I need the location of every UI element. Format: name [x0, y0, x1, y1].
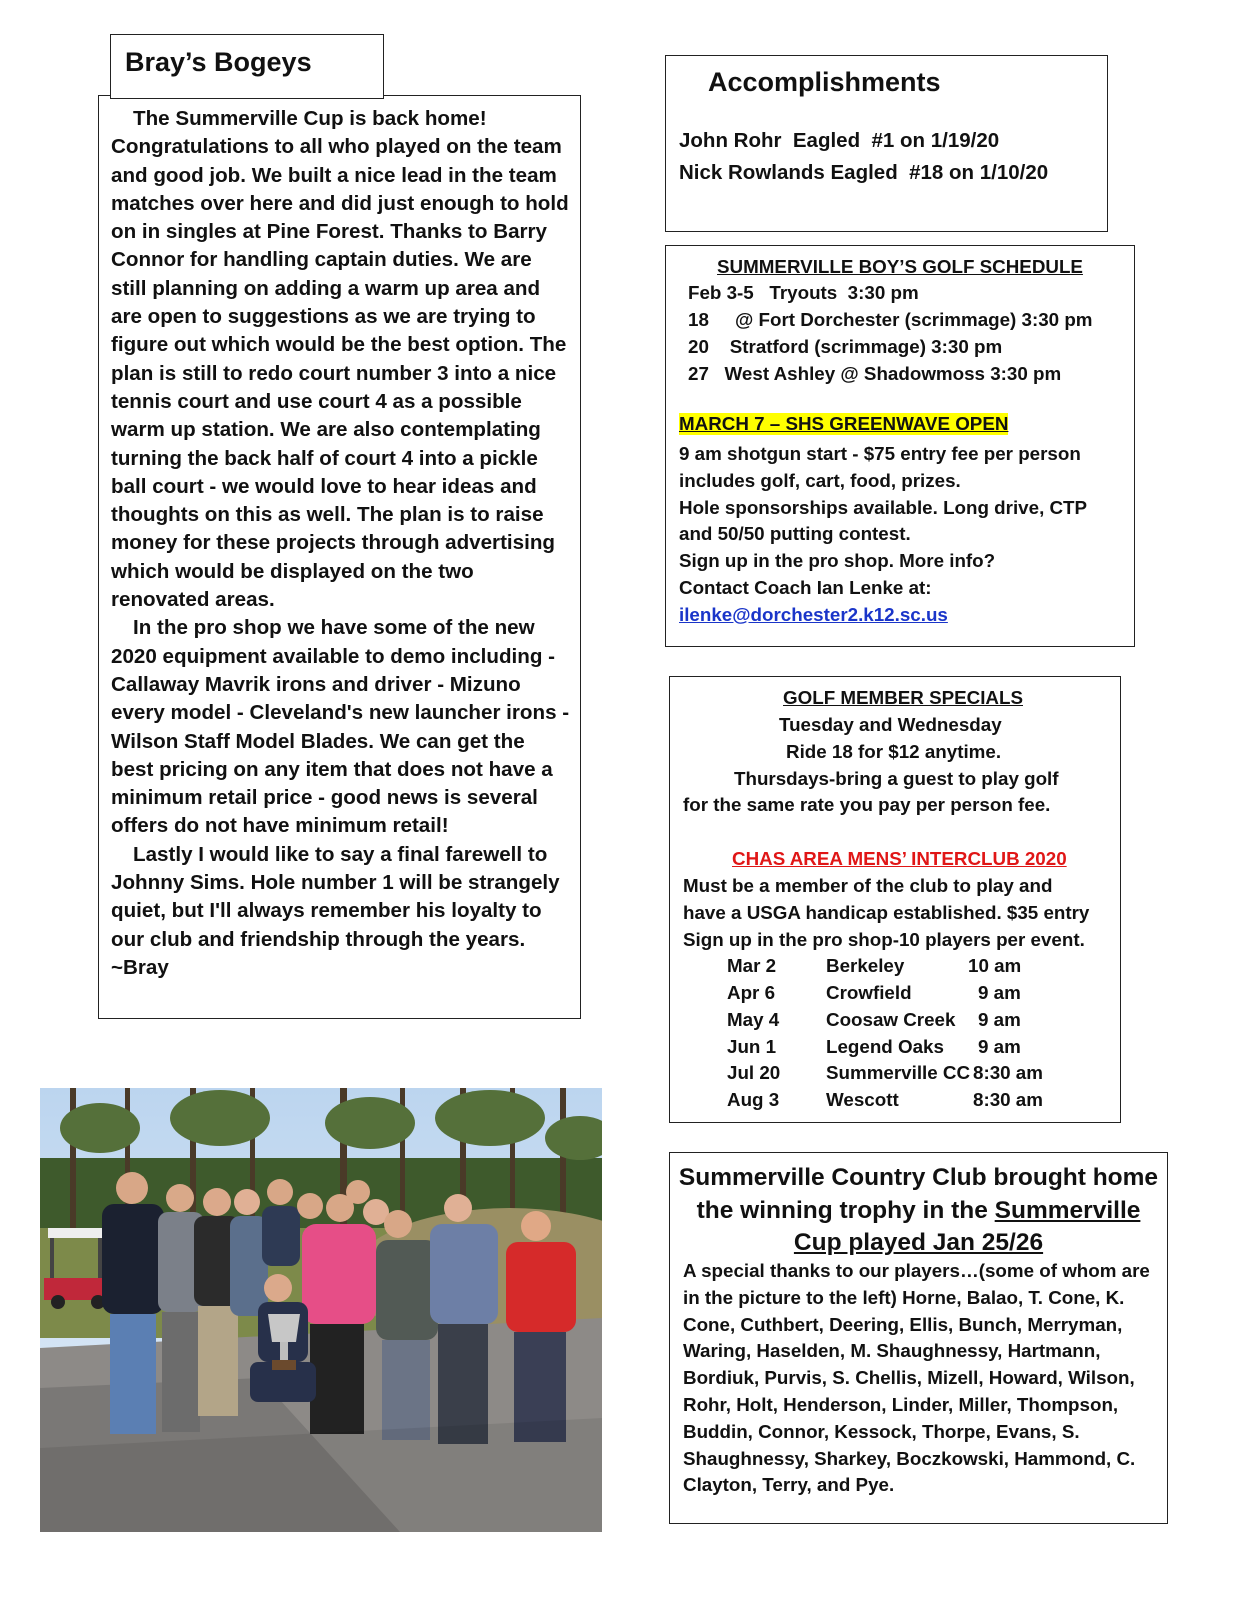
- accomplishment-item: Nick Rowlands Eagled #18 on 1/10/20: [679, 161, 1049, 184]
- greenwave-open-details: [679, 441, 1129, 629]
- event-time: 9 am: [978, 982, 1021, 1003]
- open-line: Sign up in the pro shop. More info?: [679, 550, 996, 572]
- bogeys-title-box: [110, 34, 384, 99]
- event-time: 8:30 am: [973, 1062, 1043, 1083]
- cup-headline-line-1: Summerville Country Club brought home: [678, 1164, 1159, 1191]
- open-line: and 50/50 putting contest.: [679, 523, 911, 545]
- event-course: Wescott: [826, 1089, 899, 1110]
- specials-line: Thursdays-bring a guest to play golf: [734, 768, 1059, 789]
- cup-headline-underlined: Summerville: [994, 1196, 1141, 1224]
- bogeys-title: Bray’s Bogeys: [125, 47, 312, 77]
- event-course: Legend Oaks: [826, 1036, 944, 1057]
- bogeys-paragraph-1: The Summerville Cup is back home! Congratulations to all who played on the team and good job. We built a nice lead in the team matches over here and did just enough to hold on in singles at Pine Forest. Thanks to Barry Connor for handling captain duties. We are still planning on adding a warm up area and are open to suggestions as we are trying to figure out which would be the best option. The plan is still to redo court number 3 into a nice tennis court and use court 4 as a possible warm up station. We are also contemplating turning the back half of court 4 into a pickle ball court - we would love to hear ideas and thoughts on this as well. The plan is to raise money for these projects through advertising which would be displayed on the two renovated areas.: [111, 107, 569, 612]
- specials-title: GOLF MEMBER SPECIALS: [783, 687, 1023, 708]
- greenwave-open-title: MARCH 7 – SHS GREENWAVE OPEN: [679, 413, 1009, 434]
- event-course: Crowfield: [826, 982, 912, 1003]
- event-date: Apr 6: [727, 982, 776, 1003]
- interclub-line: Sign up in the pro shop-10 players per event.: [683, 929, 1085, 950]
- accomplishments-title: Accomplishments: [708, 67, 941, 97]
- open-line: Contact Coach Ian Lenke at:: [679, 576, 932, 598]
- event-date: May 4: [727, 1009, 780, 1030]
- schedule-title: SUMMERVILLE BOY’S GOLF SCHEDULE: [717, 256, 1083, 277]
- interclub-line: have a USGA handicap established. $35 entry: [683, 902, 1090, 923]
- bogeys-paragraph-3: Lastly I would like to say a final farewell to Johnny Sims. Hole number 1 will be strangely quiet, but I'll always remember his loyalty to our club and friendship through the years.: [111, 842, 560, 951]
- event-date: Mar 2: [727, 955, 777, 976]
- team-photo-illustration: [40, 1088, 602, 1532]
- bogeys-text: [111, 105, 571, 982]
- schedule-line: 27 West Ashley @ Shadowmoss 3:30 pm: [688, 363, 1062, 384]
- accomplishments-box: [665, 55, 1108, 232]
- open-line: Hole sponsorships available. Long drive, CTP: [679, 496, 1088, 518]
- schedule-line: Feb 3-5 Tryouts 3:30 pm: [688, 282, 919, 303]
- summerville-cup-box: [669, 1152, 1168, 1524]
- event-date: Jul 20: [727, 1062, 781, 1083]
- team-photo: [40, 1088, 602, 1532]
- event-time: 9 am: [978, 1009, 1021, 1030]
- bogeys-signature: ~Bray: [111, 955, 169, 979]
- open-line: includes golf, cart, food, prizes.: [679, 469, 961, 491]
- event-time: 8:30 am: [973, 1089, 1043, 1110]
- schedule-line: 18 @ Fort Dorchester (scrimmage) 3:30 pm: [688, 309, 1093, 330]
- event-course: Summerville CC: [826, 1062, 971, 1083]
- coach-email-link[interactable]: ilenke@dorchester2.k12.sc.us: [679, 603, 948, 625]
- interclub-line: Must be a member of the club to play and: [683, 875, 1053, 896]
- member-specials-box: [669, 676, 1121, 1123]
- specials-line: Tuesday and Wednesday: [779, 714, 1002, 735]
- interclub-title: CHAS AREA MENS’ INTERCLUB 2020: [732, 848, 1067, 869]
- specials-line: for the same rate you pay per person fee.: [683, 794, 1051, 815]
- cup-players-text: A special thanks to our players…(some of whom are in the picture to the left) Horne, Balao, T. Cone, K. Cone, Cuthbert, Deering, Ellis, Bunch, Merryman, Waring, Haselden, M. Shaughnessy, Hartmann, Bordiuk, Purvis, S. Chellis, Mizell, Howard, Wilson, Rohr, Holt, Henderson, Linder, Miller, Thompson, Buddin, Connor, Kessock, Thorpe, Evans, S. Shaughnessy, Sharkey, Boczkowski, Hammond, C. Clayton, Terry, and Pye.: [683, 1260, 1150, 1496]
- boys-golf-schedule-box: [665, 245, 1135, 647]
- bogeys-paragraph-2: In the pro shop we have some of the new 2020 equipment available to demo including - Callaway Mavrik irons and driver - Mizuno every model - Cleveland's new launcher irons - Wilson Staff Model Blades. We can get the best pricing on any item that does not have a minimum retail price - good news is several offers do not have minimum retail!: [111, 616, 570, 838]
- event-date: Aug 3: [727, 1089, 780, 1110]
- event-course: Coosaw Creek: [826, 1009, 956, 1030]
- bogeys-column: [98, 95, 581, 1019]
- event-time: 10 am: [968, 955, 1022, 976]
- event-time: 9 am: [978, 1036, 1021, 1057]
- cup-headline-text: the winning trophy in the: [696, 1196, 995, 1224]
- cup-headline: [670, 1162, 1167, 1260]
- event-date: Jun 1: [727, 1036, 777, 1057]
- specials-line: Ride 18 for $12 anytime.: [786, 741, 1002, 762]
- schedule-line: 20 Stratford (scrimmage) 3:30 pm: [688, 336, 1003, 357]
- open-line: 9 am shotgun start - $75 entry fee per person: [679, 443, 1081, 464]
- cup-headline-line-2: [670, 1195, 1167, 1228]
- accomplishment-item: John Rohr Eagled #1 on 1/19/20: [679, 129, 1000, 152]
- cup-headline-line-3: Cup played Jan 25/26: [793, 1229, 1044, 1256]
- event-course: Berkeley: [826, 955, 905, 976]
